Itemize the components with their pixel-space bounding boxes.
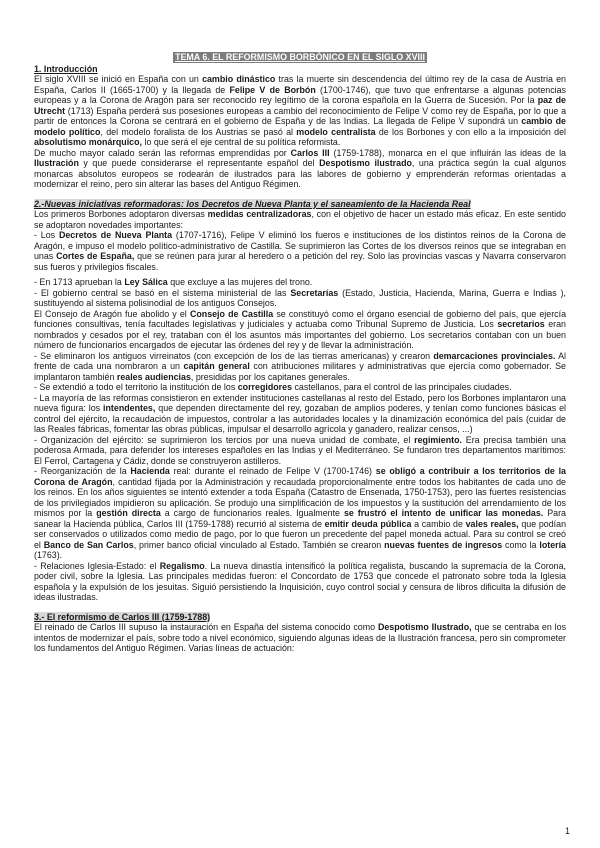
section-1-paragraph-2 bbox=[34, 148, 566, 190]
bold-term: lotería bbox=[539, 539, 566, 550]
text-run: tras la muerte sin descendencia del último rey de la casa de Austria en España, Carlos II (1665-1700) y la llegada de bbox=[34, 74, 566, 95]
text-run: , cantidad fijada por la Administración y recaudada proporcionalmente entre todos los habitantes de cada uno de los reinos. En los años siguientes se intentó extender a toda España (Catastro de Ensenada, 1750-1753), pero las fuertes resistencias de los privilegiados impidieron su aplicación. Se produjo una simplificación de los impuestos y la sustitución del arrendamiento de los mismos por la bbox=[34, 476, 566, 518]
section-2-paragraph-4 bbox=[34, 288, 566, 309]
title-wrap bbox=[34, 52, 566, 63]
section-3-paragraph-1 bbox=[34, 622, 566, 654]
bold-term: Regalismo bbox=[159, 560, 205, 571]
bold-term: intendentes, bbox=[103, 403, 156, 413]
bold-term: capitán general bbox=[183, 361, 250, 371]
text-run: Era precisa también una poderosa Armada, para defender los intereses españoles en las Indias y el Mediterráneo. Se fundaron tres departamentos marítimos: El Ferrol, Cartagena y Cádiz, donde se construyeron astilleros. bbox=[34, 434, 566, 466]
text-run: se constituyó como el órgano esencial de gobierno del país, que ejercía funciones consultivas, tenía facultades legislativas y judiciales y actuaba como Tribunal Supremo de Justicia. Los bbox=[34, 308, 567, 329]
bold-term: Decretos de Nueva Planta bbox=[58, 230, 173, 240]
text-run: El siglo XVIII se inició en España con un bbox=[34, 74, 203, 84]
text-run: (1713) España perderá sus posesiones europeas a cambio del reconocimiento de Felipe V como rey de España, por lo que a partir de entonces la Corona se centrará en el gobierno de España y de las Indias. La llegada de Felipe V supondrá un bbox=[34, 105, 566, 126]
text-run: como la bbox=[502, 539, 540, 550]
bold-term: emitir deuda pública bbox=[324, 518, 412, 529]
text-run: . La nueva dinastía intensificó la política regalista, buscando la supremacía de la Corona, poder civil, sobre la Iglesia. Las principales medidas fueron: el Concordato de 1753 que concede el patronato sobre toda la Iglesia española y la expulsión de los jesuitas. Siguió persistiendo la Inquisición, cuyo control social y censura de libros dificulta la difusión de ideas ilustradas. bbox=[34, 560, 566, 602]
text-run: (Estado, Justicia, Hacienda, Marina, Guerra e Indias ), sustituyendo al sistema polisinodial de los antiguos Consejos. bbox=[34, 287, 566, 308]
text-run: - Se extendió a todo el territorio la institución de los bbox=[34, 382, 238, 392]
text-run: , del modelo foralista de los Austrias se pasó al bbox=[100, 126, 297, 137]
text-run: lo que será el eje central de su política reformista. bbox=[142, 137, 341, 147]
bold-term: regimiento. bbox=[414, 434, 462, 445]
bold-term: paz de Utrecht bbox=[34, 95, 566, 116]
text-run: - En 1713 aprueban la bbox=[34, 277, 125, 287]
bold-term: gestión directa bbox=[96, 508, 161, 518]
text-run: que se reúnen para jurar al heredero o a petición del rey. Solo las provincias vascas y Navarra conservaron sus fueros y privilegios fiscales. bbox=[34, 251, 566, 272]
text-run: castellanos, para el control de las principales ciudades. bbox=[292, 382, 512, 392]
bold-term: corregidores bbox=[237, 382, 293, 392]
section-2-paragraph-5 bbox=[34, 309, 566, 351]
bold-term: medidas centralizadoras bbox=[207, 209, 312, 219]
text-run: El reinado de Carlos III supuso la instauración en España del sistema conocido como bbox=[34, 622, 378, 632]
bold-term: Despotismo ilustrado bbox=[319, 158, 412, 168]
text-run: con atribuciones militares y administrativas que ejercía como gobernador. Se implantaron también bbox=[34, 361, 566, 382]
text-run: - La mayoría de las reformas consistieron en extender instituciones castellanas al resto del Estado, pero los Borbones implantaron una nueva figura: los bbox=[34, 392, 566, 413]
text-run: , con el objetivo de hacer un estado más eficaz. En este sentido se adoptaron novedades importantes: bbox=[34, 209, 566, 230]
bold-term: se obligó a contribuir a los territorios de la Corona de Aragón bbox=[34, 466, 566, 487]
bold-term: Hacienda bbox=[130, 466, 170, 476]
section-3-heading-wrap bbox=[34, 612, 566, 623]
text-run: , primer banco oficial vinculado al Estado. También se crearon bbox=[133, 539, 385, 550]
text-run: , una práctica según la cual algunos monarcas absolutos europeos se rodearán de ilustrados para las labores de gobierno y emprenderán reformas orientadas a modernizar el reino, pero sin alterar las bases del Antiguo Régimen. bbox=[34, 158, 566, 189]
bold-term: Cortes de España, bbox=[56, 251, 135, 261]
bold-term: Secretarías bbox=[290, 287, 339, 298]
bold-term: Felipe V de Borbón bbox=[229, 84, 316, 95]
text-run: que se centraba en los intentos de modernizar el país, sobre todo a nivel económico, siguiendo algunas ideas de la Ilustración francesa, pero sin comprometer los fundamentos del Antiguo Régimen. Varias líneas de actuación: bbox=[34, 622, 567, 653]
section-3-heading: 3.- El reformismo de Carlos III (1759-1788) bbox=[34, 611, 211, 622]
bold-term: reales audiencias bbox=[116, 371, 191, 382]
text-run: - Reorganización de la bbox=[34, 466, 131, 476]
text-run: - Organización del ejército: se suprimieron los tercios por una nueva unidad de combate, el bbox=[34, 434, 415, 445]
bold-term: cambio dinástico bbox=[202, 74, 276, 84]
section-2-paragraph-8 bbox=[34, 393, 566, 435]
text-run: que podían ser conservados o utilizados como medio de pago, por lo que fueron un precedente del papel moneda actual. Para su control se creó el bbox=[34, 518, 567, 550]
text-run: El Consejo de Aragón fue abolido y el bbox=[34, 308, 190, 319]
section-1-paragraph-1 bbox=[34, 74, 566, 148]
bold-term: cambio de modelo político bbox=[34, 116, 566, 137]
bold-term: nuevas fuentes de ingresos bbox=[384, 539, 503, 550]
section-2-paragraph-10 bbox=[34, 466, 566, 561]
text-run: - Los bbox=[34, 230, 59, 240]
section-2-paragraph-2 bbox=[34, 230, 566, 272]
bold-term: Consejo de Castilla bbox=[189, 308, 274, 319]
bold-term: Banco de San Carlos bbox=[43, 539, 134, 550]
bold-term: se frustró el intento de unificar las monedas. bbox=[343, 508, 544, 518]
section-2-paragraph-6 bbox=[34, 351, 566, 383]
page-number: 1 bbox=[564, 825, 570, 836]
text-run: (1707-1716), Felipe V eliminó los fueros e instituciones de los distintos reinos de la Corona de Aragón, e impuso el modelo político-administrativo de Castilla. Se suprimieron las Cortes de los diversos reinos que se integraban en unas bbox=[34, 230, 566, 261]
text-run: que dependen directamente del rey, gozaban de amplios poderes, y tenían como funciones básicas el control del ejército, la recaudación de impuestos, controlar a las autoridades locales y la dinamización económica del país (cuidar de las Reales fábricas, fomentar las obras públicas, impulsar el desarrollo agrícola y ganadero, realizar censos, ...) bbox=[34, 403, 566, 434]
text-run: De mucho mayor calado serán las reformas emprendidas por bbox=[34, 147, 291, 158]
section-2-paragraph-11 bbox=[34, 561, 566, 603]
text-run: - Se eliminaron los antiguos virreinatos (con excepción de los de las tierras americanas) y crearon bbox=[34, 350, 434, 361]
text-run: a cambio de bbox=[411, 518, 466, 529]
text-run: , presididas por los capitanes generales. bbox=[190, 371, 350, 382]
bold-term: demarcaciones provinciales. bbox=[433, 350, 556, 361]
bold-term: Ilustración bbox=[34, 158, 79, 168]
text-run: y que puede considerarse el representante español del bbox=[78, 158, 320, 168]
bold-term: Carlos III bbox=[290, 147, 330, 158]
text-run: real: durante el reinado de Felipe V (1700-1746) bbox=[169, 466, 376, 476]
document-title: TEMA 6. EL REFORMISMO BORBÓNICO EN EL SIGLO XVIII bbox=[175, 52, 425, 62]
section-1-heading: 1. Introducción bbox=[34, 63, 98, 74]
bold-term: Ley Sálica bbox=[124, 277, 168, 287]
text-run: de los Borbones y con ello a la imposición del bbox=[375, 126, 567, 137]
text-run: Al frente de cada una nombraron a un bbox=[34, 350, 566, 371]
bold-term: absolutismo monárquico, bbox=[34, 137, 142, 147]
bold-term: vales reales, bbox=[465, 518, 519, 529]
section-2-heading: 2.-Nuevas iniciativas reformadoras: los Decretos de Nueva Planta y el saneamiento de la Hacienda Real bbox=[34, 198, 471, 209]
text-run: (1759-1788), monarca en el que influirán las ideas de la bbox=[329, 147, 566, 158]
bold-term: secretarios bbox=[497, 319, 545, 329]
section-2-paragraph-7 bbox=[34, 382, 566, 393]
text-run: a cargo de funcionarios reales. Igualmente bbox=[160, 508, 344, 518]
text-run: que excluye a las mujeres del trono. bbox=[167, 277, 313, 287]
text-run: (1700-1746), que tuvo que enfrentarse a algunas potencias europeas y a la Corona de Aragón para ser reconocido rey legítimo de la corona española en la Guerra de Sucesión. Por la bbox=[34, 84, 566, 105]
text-run: (1763). bbox=[34, 550, 63, 560]
text-run: Para sanear la Hacienda pública, Carlos III (1759-1788) recurrió al sistema de bbox=[34, 508, 566, 529]
bold-term: modelo centralista bbox=[296, 126, 376, 137]
text-run: Los primeros Borbones adoptaron diversas bbox=[34, 209, 208, 219]
text-run: - Relaciones Iglesia-Estado: el bbox=[34, 560, 160, 571]
section-2-paragraph-1 bbox=[34, 209, 566, 230]
section-2-heading-wrap bbox=[34, 199, 566, 210]
bold-term: Despotismo Ilustrado, bbox=[377, 622, 472, 632]
text-run: - El gobierno central se basó en el sistema ministerial de las bbox=[34, 287, 291, 298]
text-run: eran nombrados y cesados por el rey, trataban con él los asuntos más importantes del gobierno. Los secretarios contaban con un buen número de funcionarios encargados de ejecutar las órdenes del rey y de llevar la administración. bbox=[34, 319, 566, 350]
section-2-paragraph-3 bbox=[34, 277, 566, 288]
section-2-paragraph-9 bbox=[34, 435, 566, 467]
